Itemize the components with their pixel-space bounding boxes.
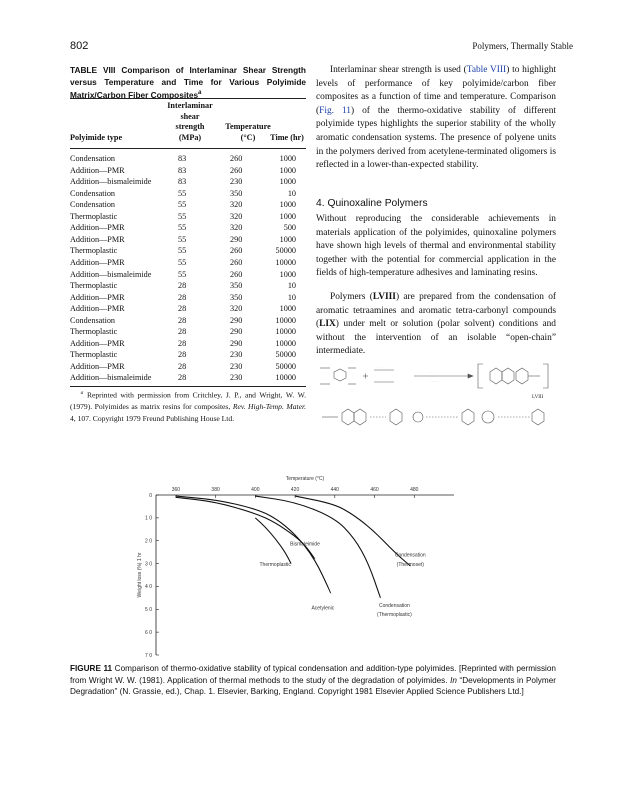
- cell-strength: 28: [178, 327, 187, 337]
- cell-temp: 230: [230, 373, 243, 383]
- para3-text-2: ) are prepared from the condensation of aromatic tetraamines and aromatic tetra-carbonyl compounds (: [316, 292, 557, 330]
- header-strength: [160, 101, 220, 143]
- figure-caption: [70, 663, 556, 698]
- chart-annotation: Thermoplastic: [259, 561, 291, 568]
- cell-strength: 55: [178, 211, 187, 221]
- chart-labels: [259, 541, 425, 618]
- table-caption: [70, 65, 306, 101]
- y-tick-label: 0: [149, 492, 152, 499]
- table-footnote: [70, 388, 306, 424]
- y-tick-label: 5 0: [145, 607, 152, 614]
- cell-temp: 350: [230, 292, 243, 302]
- series-line-2: [255, 518, 291, 564]
- cell-time: 50000: [275, 246, 296, 256]
- cell-type: Addition—PMR: [70, 292, 125, 302]
- paragraph-quinoxaline: Without reproducing the considerable achievements in materials application of the polyimides, quinoxaline polymers have shown high levels of thermal and environmental stability together with the potential for commercial application in the fields of high-temperature adhesives and laminating resins.: [316, 214, 556, 279]
- table-row: [70, 373, 306, 385]
- cell-time: 1000: [279, 177, 296, 187]
- table-row: [70, 281, 306, 293]
- cell-temp: 350: [230, 188, 243, 198]
- footnote-text-1: Reprinted with permission from Critchley, J. P., and Wright, W. W. (1979). Polyimides as matrix resins for composites,: [70, 390, 306, 412]
- cell-type: Addition—PMR: [70, 361, 125, 371]
- cell-temp: 290: [230, 234, 243, 244]
- paragraph-lviii: [316, 291, 556, 359]
- x-tick-label: 360: [171, 487, 181, 493]
- cell-temp: 230: [230, 361, 243, 371]
- cell-time: 1000: [279, 234, 296, 244]
- footnote-journal: Rev. High-Temp. Mater.: [232, 402, 306, 412]
- footnote-mark: a: [80, 390, 84, 396]
- header-strength-l3: strength: [175, 122, 205, 131]
- cell-time: 10: [287, 292, 296, 302]
- cell-temp: 230: [230, 177, 243, 187]
- svg-text:·: ·: [380, 365, 381, 369]
- svg-text:·: ·: [377, 365, 378, 369]
- footnote-text-2: 4, 107. Copyright 1979 Freund Publishing House Ltd.: [70, 413, 235, 423]
- table-row: [70, 362, 306, 374]
- cell-temp: 290: [230, 327, 243, 337]
- y-tick-label: 2 0: [145, 538, 152, 545]
- y-tick-label: 4 0: [145, 584, 152, 591]
- cell-strength: 28: [178, 292, 187, 302]
- table-row: [70, 350, 306, 362]
- cell-time: 10000: [275, 338, 296, 348]
- para3-bold-2: LIX: [319, 319, 336, 330]
- table-row: [70, 212, 306, 224]
- x-tick-label: 440: [330, 487, 339, 493]
- fig-11-link[interactable]: Fig. 11: [319, 105, 351, 116]
- table-row: [70, 327, 306, 339]
- cell-type: Addition—PMR: [70, 257, 125, 267]
- svg-text:· · ·: · · ·: [428, 370, 433, 374]
- table-row: [70, 200, 306, 212]
- header-strength-l4: (MPa): [178, 132, 202, 142]
- cell-strength: 28: [178, 315, 187, 325]
- cell-type: Thermoplastic: [70, 327, 118, 337]
- figure-caption-text-1: Comparison of thermo-oxidative stability of typical condensation and addition-type polyimides. [Reprinted with permission from Wright W. W. (1981). Application of thermal methods to the study of the degradation of polyimides.: [70, 664, 556, 685]
- cell-strength: 83: [178, 177, 187, 187]
- cell-time: 10000: [275, 373, 296, 383]
- cell-temp: 320: [230, 304, 243, 314]
- cell-time: 1000: [279, 154, 296, 163]
- cell-strength: 55: [178, 234, 187, 244]
- cell-type: Thermoplastic: [70, 211, 118, 221]
- cell-type: Thermoplastic: [70, 246, 118, 256]
- scheme-label-lviii: LVIII: [532, 395, 544, 400]
- para1-text-1: Interlaminar shear strength is used (: [330, 65, 467, 75]
- table-top-rule: [70, 98, 306, 99]
- cell-type: Condensation: [70, 200, 116, 210]
- x-tick-label: 460: [370, 487, 379, 493]
- cell-type: Addition—PMR: [70, 338, 125, 348]
- cell-time: 1000: [279, 165, 296, 175]
- figure-caption-in: In: [450, 675, 457, 685]
- running-head: Polymers, Thermally Stable: [472, 41, 573, 51]
- x-tick-label: 380: [211, 487, 220, 493]
- y-tick-label: 1 0: [145, 515, 152, 522]
- table-row: [70, 304, 306, 316]
- table-viii-link[interactable]: Table VIII: [466, 65, 507, 75]
- header-temperature-l1: Temperature: [225, 122, 271, 131]
- x-tick-label: 420: [290, 487, 300, 493]
- x-tick-label: 400: [251, 487, 260, 493]
- cell-type: Condensation: [70, 154, 116, 163]
- cell-type: Addition—bismaleimide: [70, 177, 152, 187]
- cell-type: Addition—PMR: [70, 165, 125, 175]
- svg-text:· · · · · ·: · · · · · ·: [428, 379, 439, 383]
- table-row: [70, 339, 306, 351]
- chart-annotation: (Thermoset): [396, 561, 424, 568]
- cell-temp: 320: [230, 223, 243, 233]
- cell-strength: 55: [178, 200, 187, 210]
- table-row: [70, 154, 306, 166]
- cell-strength: 55: [178, 246, 187, 256]
- table-caption-text: Comparison of Interlaminar Shear Strength versus Temperature and Time for Various Polyimide Matrix/Carbon Fiber Composites: [70, 65, 306, 100]
- table-row: [70, 235, 306, 247]
- page-number: 802: [70, 40, 89, 52]
- cell-time: 10: [287, 281, 296, 291]
- cell-strength: 55: [178, 188, 187, 198]
- y-axis-title: Weight loss (%) 1 hr: [137, 552, 143, 598]
- cell-time: 1000: [279, 269, 296, 279]
- table-row: [70, 258, 306, 270]
- cell-temp: 290: [230, 338, 243, 348]
- table-row: [70, 316, 306, 328]
- table-row: [70, 177, 306, 189]
- cell-strength: 28: [178, 361, 187, 371]
- cell-temp: 290: [230, 315, 243, 325]
- figure-11-chart: [136, 470, 476, 660]
- cell-temp: 230: [230, 350, 243, 360]
- para1-text-3: ) of the thermo-oxidative stability of different polyimide types highlights the superior stability of the wholly aromatic condensation systems. The presence of polyene units in the polymers derived from acetylene-terminated oligomers is reflected in a lower-than-expected stability.: [316, 105, 556, 171]
- y-tick-label: 6 0: [145, 629, 152, 636]
- para3-text-3: ) under melt or solution (polar solvent) conditions and without the intervention of an isolable “open-chain” intermediate.: [316, 319, 556, 357]
- header-time: Time (hr): [270, 133, 304, 142]
- cell-type: Addition—PMR: [70, 223, 125, 233]
- header-strength-l2: shear: [180, 111, 200, 121]
- cell-time: 10000: [275, 257, 296, 267]
- cell-strength: 55: [178, 223, 187, 233]
- cell-temp: 260: [230, 257, 243, 267]
- table-row: [70, 223, 306, 235]
- para1-text-2: ) to highlight levels of performance of key polyimide/carbon fiber composites as a function of time and temperature. Comparison (: [316, 65, 557, 116]
- cell-type: Thermoplastic: [70, 350, 118, 360]
- cell-temp: 260: [230, 269, 243, 279]
- cell-strength: 55: [178, 269, 187, 279]
- y-tick-label: 7 0: [145, 652, 152, 659]
- table-header-rule: [70, 148, 306, 149]
- table-row: [70, 166, 306, 178]
- figure-caption-text-2: “Developments in Polymer Degradation” (N. Grassie, ed.), Chap. 1. Elsevier, Barking, England. Copyright 1981 Elsevier Applied Science Publishers Ltd.]: [70, 675, 556, 697]
- cell-temp: 260: [230, 165, 243, 175]
- cell-temp: 260: [230, 154, 243, 163]
- cell-type: Addition—PMR: [70, 304, 125, 314]
- figure-label: FIGURE 11: [70, 664, 113, 673]
- cell-time: 1000: [279, 200, 296, 210]
- cell-type: Condensation: [70, 315, 116, 325]
- cell-temp: 320: [230, 211, 243, 221]
- svg-text:·: ·: [384, 365, 385, 369]
- x-tick-label: 480: [410, 487, 419, 493]
- table-row: [70, 270, 306, 282]
- cell-time: 50000: [275, 350, 296, 360]
- table-caption-mark: a: [198, 90, 202, 96]
- cell-strength: 83: [178, 165, 187, 175]
- cell-time: 1000: [279, 304, 296, 314]
- cell-time: 1000: [279, 211, 296, 221]
- table-caption-label: TABLE VIII: [70, 65, 116, 75]
- cell-strength: 28: [178, 304, 187, 314]
- section-heading: 4. Quinoxaline Polymers: [316, 198, 428, 209]
- y-tick-label: 3 0: [145, 561, 152, 568]
- cell-strength: 28: [178, 281, 187, 291]
- cell-strength: 83: [178, 154, 187, 163]
- cell-temp: 260: [230, 246, 243, 256]
- cell-strength: 55: [178, 257, 187, 267]
- header-strength-l1: Interlaminar: [167, 101, 213, 110]
- cell-type: Thermoplastic: [70, 281, 118, 291]
- cell-type: Condensation: [70, 188, 116, 198]
- cell-strength: 28: [178, 338, 187, 348]
- cell-type: Addition—PMR: [70, 234, 125, 244]
- cell-type: Addition—bismaleimide: [70, 269, 152, 279]
- cell-strength: 28: [178, 373, 187, 383]
- table-row: [70, 293, 306, 305]
- chart-annotation: Condensation: [394, 552, 426, 559]
- reaction-scheme: [318, 358, 558, 430]
- cell-time: 10000: [275, 327, 296, 337]
- cell-strength: 28: [178, 350, 187, 360]
- cell-temp: 320: [230, 200, 243, 210]
- x-axis-title: Temperature (°C): [285, 476, 325, 482]
- table-row: [70, 189, 306, 201]
- cell-time: 500: [283, 223, 296, 233]
- table-row: [70, 246, 306, 258]
- header-type: Polyimide type: [70, 133, 123, 142]
- paragraph-shear-strength: [316, 64, 556, 173]
- cell-type: Addition—bismaleimide: [70, 373, 152, 383]
- chart-annotation: Condensation: [378, 603, 410, 609]
- cell-time: 50000: [275, 361, 296, 371]
- para3-text-1: Polymers (: [330, 292, 373, 302]
- cell-time: 10: [287, 188, 296, 198]
- chart-annotation: (Thermoplastic): [377, 612, 412, 619]
- chart-annotation: Acetylenic: [311, 605, 335, 612]
- chart-annotation: Bismaleimide: [290, 541, 320, 548]
- para3-bold-1: LVIII: [372, 292, 396, 302]
- header-temperature-l2: (°C): [240, 132, 256, 142]
- cell-temp: 350: [230, 281, 243, 291]
- cell-time: 10000: [275, 315, 296, 325]
- table-bottom-rule: [70, 386, 306, 387]
